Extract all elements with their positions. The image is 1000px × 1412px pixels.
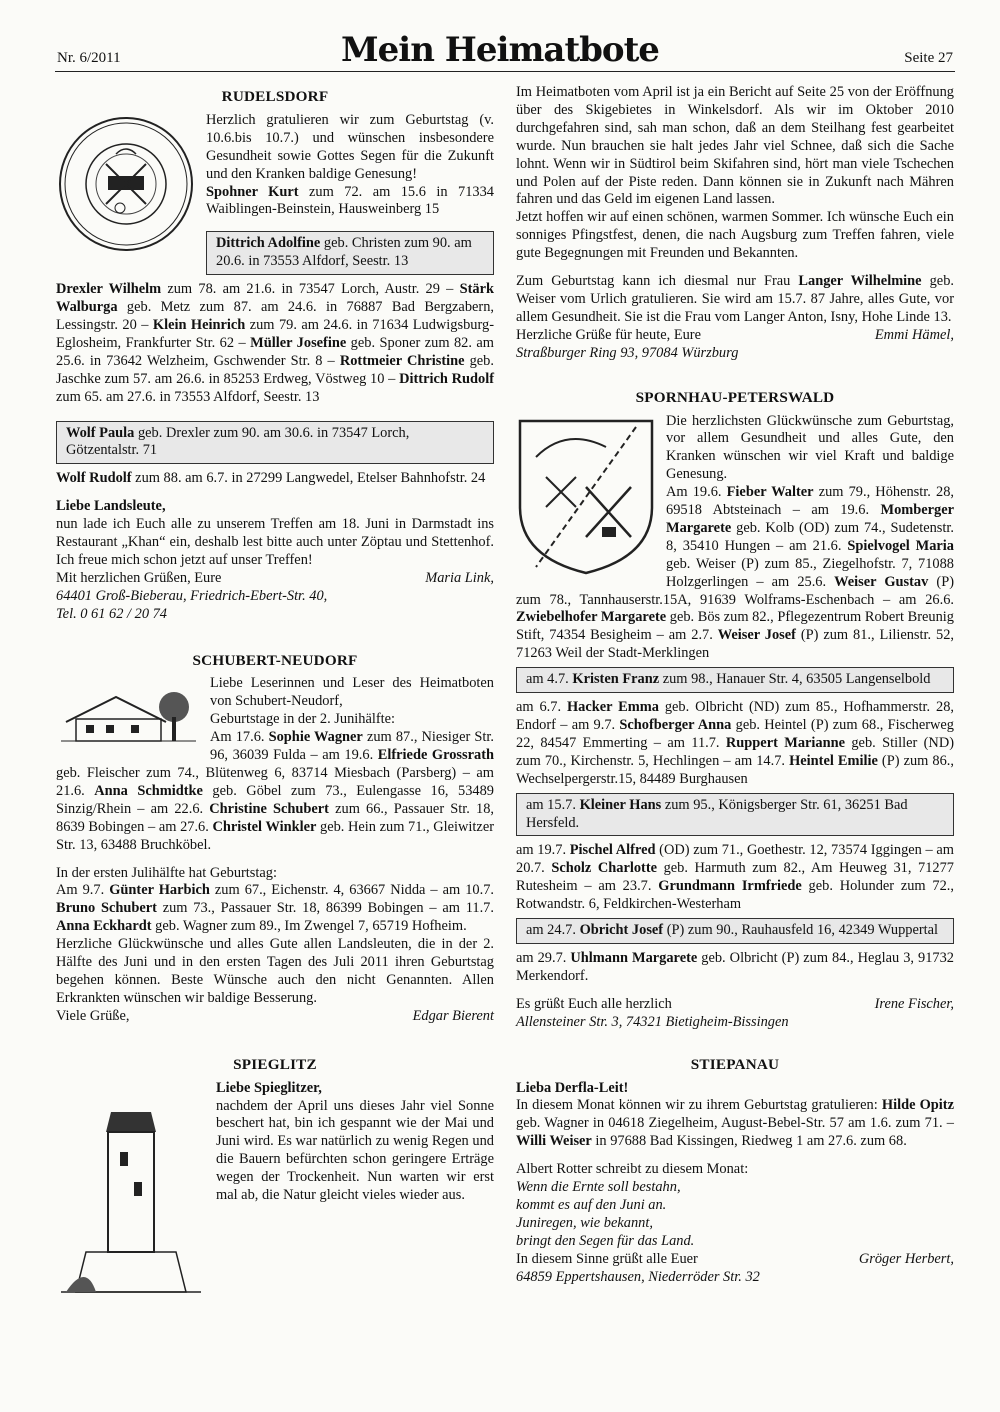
signature-line: In diesem Sinne grüßt alle Euer Gröger Herbert, [516, 1250, 954, 1267]
july-entries: Am 9.7. Günter Harbich zum 67., Eichenstr. 4, 63667 Nidda – am 10.7. Bruno Schubert zum 73., Passauer Str. 18, 86399 Bobingen – am 11.7. Anna Eckhardt geb. Wagner zum 89., Im Zwengel 7, 65719 Hofheim. [56, 882, 494, 935]
schubert-intro-2: Geburtstage in der 2. Junihälfte: [210, 711, 396, 728]
spieglitz-text-1: nachdem der April uns dieses Jahr viel Sonne beschert hat, bin ich gespannt wie der Mai und Juni wird. Es war natürlich zu wenig Regen und die Bauern befürchten schon geringere Erträge wegen der Trockenheit. Nun warten wir erst mal ab, die Natur gleicht vieles wieder aus. [216, 1097, 494, 1204]
stiepanau-heading: Lieba Derfla-Leit! [516, 1079, 629, 1096]
entry-text: zum 72. am 15.6 in 71334 Waiblingen-Beinstein, Hausweinberg 15 [206, 183, 494, 218]
section-title-spieglitz: SPIEGLITZ [233, 1055, 317, 1073]
right-column [516, 84, 954, 1286]
spieglitz-heading: Liebe Spieglitzer, [216, 1079, 322, 1096]
highlight-box: Wolf Paula geb. Drexler zum 90. am 30.6. in 73547 Lorch, Götzentalstr. 71 [56, 421, 494, 465]
section-title-schubert-neudorf: SCHUBERT-NEUDORF [192, 651, 358, 669]
section-title-spornhau-peterswald: SPORNHAU-PETERSWALD [635, 388, 835, 406]
stiepanau-entries: In diesem Monat können wir zu ihrem Geburtstag gratulieren: Hilde Opitz geb. Wagner in 04618 Ziegelheim, August-Bebel-Str. 57 am 1.6. zum 71. – Willi Weiser in 97688 Bad Kissingen, Riedweg 1 am 27.6. zum 68. [516, 1097, 954, 1150]
greeting-heading: Liebe Landsleute, [56, 498, 166, 515]
sporn-entries-2: am 6.7. Hacker Emma geb. Olbricht (ND) zum 85., Hofhammerstr. 28, Endorf – am 9.7. Schofberger Anna geb. Heintel (P) zum 68., Fischerweg 22, 84547 Emmerting – am 11.7. Ruppert Marianne geb. Stiller (ND) zum 70., Kirchenstr. 5, Hechlingen – am 14.7. Heintel Emilie (P) zum 86., Wechselpergerstr.15, 84489 Burghausen [516, 699, 955, 787]
rudelsdorf-intro: Herzlich gratulieren wir zum Geburtstag (v. 10.6.bis 10.7.) und wünschen insbesondere Gesundheit sowie Gottes Segen für die Zukunft und den Kranken baldige Genesung! [206, 111, 494, 182]
schubert-wishes: Herzliche Glückwünsche und alles Gute allen Landsleuten, die in der 2. Hälfte des Juni und in den ersten Tagen des Juli 2011 ihren Geburtstag begehen können. Beste Wünsche auch den nicht Genannten. Allen Erkrankten wünschen wir baldige Besserung. [56, 936, 494, 1006]
schubert-entries: Am 17.6. Sophie Wagner zum 87., Niesiger Str. 96, 36039 Fulda – am 19.6. Elfriede Grossrath geb. Fleischer zum 74., Blütenweg 6, 83714 Miesbach (Parsberg) – am 21.6. Anna Schmidtke geb. Göbel zum 73., Eulengasse 16, 53489 Sinzig/Rhein – am 22.6. Christine Schubert zum 66., Passauer Str. 18, 8639 Bobingen – am 27.6. Christel Winkler geb. Hein zum 71., Gleiwitzer Str. 13, 63488 Bruchköbel. [56, 729, 495, 853]
entry-text: geb. Christen zum 90. am 20.6. in 73553 Alfdorf, Seestr. 13 [216, 235, 472, 270]
signature-address: Straßburger Ring 93, 97084 Würzburg [516, 344, 739, 361]
signature-address: Allensteiner Str. 3, 74321 Bietigheim-Bissingen [516, 1013, 789, 1030]
sporn-entries-3: am 19.7. Pischel Alfred (OD) zum 71., Goethestr. 12, 73574 Iggingen – am 20.7. Scholz Charlotte geb. Harmuth zum 82., Am Heuweg 31, 71277 Rutesheim – am 23.7. Grundmann Irmfriede geb. Holunder zum 72., Rotwandstr. 6, Feldkirchen-Westerham [516, 842, 955, 913]
person-name: Dittrich Adolfine [216, 235, 321, 252]
masthead-logo: Mein Heimatbote [341, 30, 659, 70]
page-number: Seite 27 [904, 50, 953, 66]
header-rule [55, 71, 955, 72]
sporn-entries-4: am 29.7. Uhlmann Margarete geb. Olbricht (P) zum 84., Heglau 3, 91732 Merkendorf. [516, 949, 955, 984]
signature-line: Herzliche Grüße für heute, Eure Emmi Hämel, [516, 326, 954, 343]
rudelsdorf-entries: Drexler Wilhelm zum 78. am 21.6. in 73547 Lorch, Austr. 29 – Stärk Walburga geb. Metz zum 87. am 24.6. in 76887 Bad Bergzabern, Lessingstr. 20 – Klein Heinrich zum 79. am 24.6. in 71634 Ludwigsburg-Eglosheim, Frankfurter Str. 62 – Müller Josefine geb. Sponer zum 82. am 25.6. in 73642 Welzheim, Gschwender Str. 8 – Rottmeier Christine geb. Jaschke zum 57. am 26.6. in 85253 Erdweg, Vöstweg 10 – Dittrich Rudolf zum 65. am 27.6. in 73553 Alfdorf, Seestr. 13 [56, 281, 494, 405]
issue-number: Nr. 6/2011 [57, 50, 121, 66]
signature-phone: Tel. 0 61 62 / 20 74 [56, 605, 168, 622]
poem-line: Wenn die Ernte soll bestahn, [516, 1179, 681, 1196]
signature-line: Es grüßt Euch alle herzlich Irene Fischer, [516, 995, 954, 1012]
sporn-entries: Am 19.6. Fieber Walter zum 79., Höhenstr. 28, 69518 Abtsteinach – am 19.6. Momberger Margarete geb. Kolb (OD) zum 74., Sudetenstr. 8, 35410 Hungen – am 21.6. Spielvogel Maria geb. Weiser (P) zum 85., Ziegelhofstr. 7, 71088 Holzgerlingen – am 25.6. Weiser Gustav (P) zum 78., Tannhauserstr.15A, 91639 Wolframs-Eschenbach – am 26.6. Zwiebelhofer Margarete geb. Bös zum 82., Pflegezentrum Robert Breunig Stift, 74354 Besigheim – am 2.7. Weiser Josef (P) zum 81., Lilienstr. 52, 71263 Weil der Stadt-Merklingen [516, 484, 954, 662]
greeting-text: nun lade ich Euch alle zu unserem Treffen am 18. Juni in Darmstadt ins Restaurant „Khan“ ein, deshalb lest bitte auch unter Zöptau und Stettenhof. Ich freue mich schon jetzt auf unser Treffen! [56, 516, 494, 568]
poem-intro: Albert Rotter schreibt zu diesem Monat: [516, 1161, 749, 1178]
signature-address: 64401 Groß-Bieberau, Friedrich-Ebert-Str. 40, [56, 587, 328, 604]
person-name: Spohner Kurt [206, 183, 299, 200]
poem-line: bringt den Segen für das Land. [516, 1232, 695, 1249]
sporn-intro: Die herzlichsten Glückwünsche zum Geburtstag, vor allem Gesundheit und alles Gute, den Kranken wünschen wir viel Kraft und baldige Genesung. [666, 412, 954, 483]
highlight-box: am 4.7. Kristen Franz zum 98., Hanauer Str. 4, 63505 Langenselbold [516, 667, 954, 693]
rudelsdorf-entry-3: Wolf Rudolf zum 88. am 6.7. in 27299 Langwedel, Etelser Bahnhofstr. 24 [56, 470, 486, 487]
spieglitz-text-2: Im Heimatboten vom April ist ja ein Bericht auf Seite 25 von der Eröffnung über des Skigebietes in Winkelsdorf. Als wir im Oktober 2010 durchgefahren sind, sah man schon, daß an dem Steilhang fest gearbeitet wurde. Nun brauchen sie halt jedes Jahr viel Schnee, daß sich die Sache lohnt. Wenn wir in Südtirol beim Skifahren sind, hört man viele Tschechen und Polen auf der Piste reden. Dann können sie in Zukunft nach Mähren fahren und das Geld im eigenen Land lassen. [516, 84, 954, 208]
july-heading: In der ersten Julihälfte hat Geburtstag: [56, 864, 277, 881]
spieglitz-text-4: Zum Geburtstag kann ich diesmal nur Frau Langer Wilhelmine geb. Weiser vom Urlich gratulieren. Sie wird am 15.7. 87 Jahre, alles Gute, vor allem Gesundheit. Sie ist die Frau vom Langer Anton, Isny, Hohe Linde 13. [516, 273, 954, 325]
section-title-rudelsdorf: RUDELSDORF [221, 88, 329, 105]
schubert-intro: Liebe Leserinnen und Leser des Heimatboten von Schubert-Neudorf, [210, 675, 494, 710]
coat-of-arms-icon [516, 417, 656, 577]
lookout-tower-icon [56, 1092, 206, 1302]
poem-line: kommt es auf den Juni an. [516, 1196, 667, 1213]
poem-line: Juniregen, wie bekannt, [516, 1214, 653, 1231]
rudelsdorf-seal-icon [56, 114, 196, 254]
highlight-box [206, 231, 494, 275]
signature-address: 64859 Eppertshausen, Niederröder Str. 32 [516, 1268, 760, 1285]
spieglitz-text-3: Jetzt hoffen wir auf einen schönen, warmen Sommer. Ich wünsche Euch ein sonniges Pfingstfest, denen, die nach Augsburg zum Treffen fahren, viele gute Begegnungen mit Freunden und Bekannten. [516, 209, 954, 262]
signature-line: Mit herzlichen Grüßen, Eure Maria Link, [56, 569, 494, 586]
highlight-box: am 24.7. Obricht Josef (P) zum 90., Rauhausfeld 16, 42349 Wuppertal [516, 918, 954, 944]
left-column [56, 84, 494, 1304]
highlight-box: am 15.7. Kleiner Hans zum 95., Königsberger Str. 61, 36251 Bad Hersfeld. [516, 793, 954, 837]
village-house-icon [56, 677, 200, 747]
signature-line: Viele Grüße, Edgar Bierent [56, 1007, 494, 1024]
section-title-stiepanau: STIEPANAU [690, 1055, 780, 1073]
